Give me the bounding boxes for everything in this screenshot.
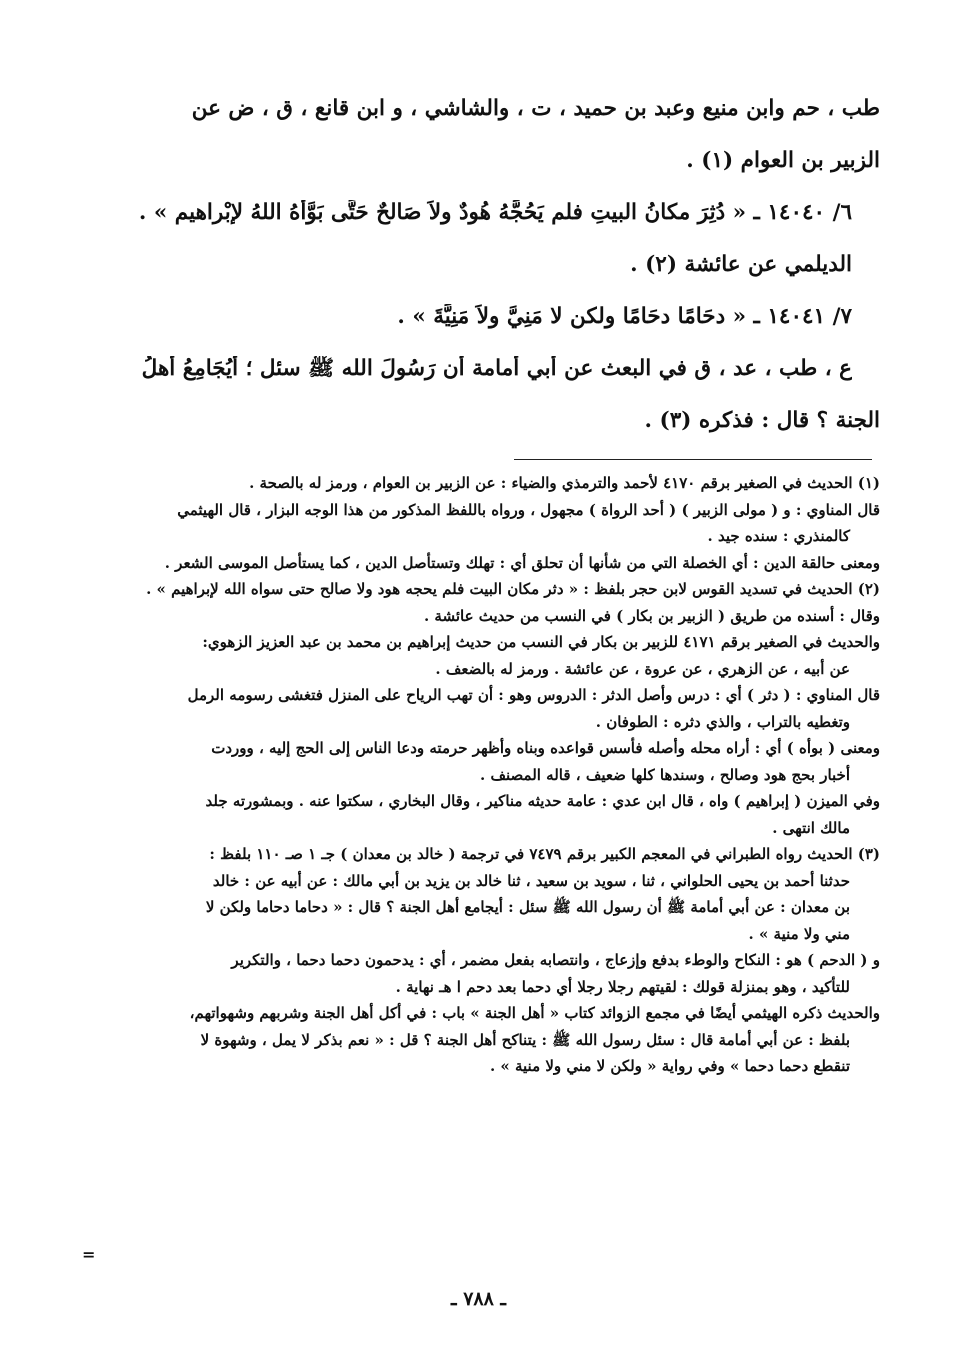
footnotes [78,470,880,1080]
footnote-line: للتأكيد ، وهو بمنزلة قولك : لقيتهم رجلا رجلا أي دحما بعد دحم ا هـ نهاية . [395,977,850,996]
continuation-mark: = [82,1245,96,1264]
footnote-line: مالك انتهى . [772,818,850,837]
footnote-line: حدثنا أحمد بن يحيى الحلواني ، ثنا ، سويد بن سعيد ، ثنا خالد بن يزيد بن أبي مالك : عن أبيه عن : خالد [212,871,850,890]
footnote-line: (٢) الحديث في تسديد القوس لابن حجر بلفظ : « دثر مكان البيت فلم يحجه هود ولا صالح حتى سواه الله لإبراهيم » . [146,580,880,598]
footnote-line: مني ولا منية » . [748,924,850,943]
page-number: ـ ٧٨٨ ـ [451,1288,506,1310]
main-text-line-2: الزبير بن العوام (١) . [686,148,880,173]
footnote-line: و ( الدحم ) هو : النكاح والوطء بدفع وإزعاج ، وانتصابه بفعل مضمر ، أي : يدحمون دحما دحما ، والتكرير [231,951,880,969]
footnote-line: والحديث في الصغير برقم ٤١٧١ للزبير بن بكار في النسب من حديث إبراهيم بن محمد بن عبد العزيز الزهوي: [202,633,880,651]
footnote-line: والحديث ذكره الهيثمي أيضًا في مجمع الزوائد كتاب « أهل الجنة » باب : في أكل أهل الجنة وشربهم وشهواتهم، [189,1004,880,1022]
main-text-line-1: طب ، حم وابن منيع وعبد بن حميد ، ت ، والشاشي ، و ابن قانع ، ق ، ض عن [191,96,880,121]
footnote-line: (١) الحديث في الصغير برقم ٤١٧٠ لأحمد والترمذي والضياء : عن الزبير بن العوام ، ورمز له بالصحة . [249,474,880,492]
footnote-line: (٣) الحديث رواه الطبراني في المعجم الكبير برقم ٧٤٧٩ في ترجمة ( خالد بن معدان ) جـ ١ صـ ١١٠ بلفظ : [209,845,880,863]
hadith-14040-source: الديلمي عن عائشة (٢) . [630,252,852,277]
footnote-line: كالمنذري : سنده جيد . [707,527,850,545]
footnote-separator [514,459,872,460]
footnote-line: وتغطيه بالتراب ، والذي دثره : الطوفان . [595,712,850,731]
footnote-line: أخبار بحج هود وصالح ، وسندها كلها ضعيف ، قاله المصنف . [480,765,850,784]
footnote-line: عن أبيه ، عن الزهري ، عن عروة ، عن عائشة . ورمز له بالضعف . [435,659,850,678]
footnote-line: وفي الميزن ( إبراهيم ) واه ، قال ابن عدي : عامة حديثه مناكير ، وقال البخاري ، سكتوا عنه . وبمشورته جلد [205,792,880,810]
footnote-line: وقال : أسنده من طريق ( الزبير بن بكار ) في النسب من حديث عائشة . [423,606,880,625]
footnote-line: قال المناوي : ( دثر ) أي : درس وأصل الدثر : الدروس وهو : أن تهب الرياح على المنزل فتغشى رسومه الرمل [187,686,880,704]
hadith-14041: ٧/ ١٤٠٤١ ـ « دحَامًا دحَامًا ولكن لا مَنِيَّ ولاَ مَنِيَّةَ » . [397,304,852,329]
footnote-line: تنقطع دحما دحما » وفي رواية « ولكن لا مني ولا منية » . [489,1057,850,1075]
footnote-line: ومعنى ( بوأه ) أي : أراه محله وأصله فأسس قواعده وبناه وأظهر حرمته ودعا الناس إلى الحج إليه ، ووردت [211,739,880,757]
footnote-line: بن معدان : عن أبي أمامة ﷺ أن رسول الله ﷺ سئل : أيجامع أهل الجنة ؟ قال : « دحاما دحاما ولكن لا [205,898,850,916]
footnote-line: قال المناوي : و ( مولى الزبير ) ( أحد الرواة ) مجهول ، ورواه باللفظ المذكور من هذا الوجه البزار ، قال الهيثمي [177,500,880,519]
hadith-14040: ٦/ ١٤٠٤٠ ـ « دُثِرَ مكانُ البيتِ فلم يَحُجَّهُ هُودٌ ولاَ صَالحٌ حَتَّى بَوَّأَهُ اللهُ لإبْراهيم » . [138,200,852,225]
footnote-line: ومعنى حالقة الدين : أي الخصلة التي من شأنها أن تحلق أي : تهلك وتستأصل الدين ، كما يستأصل الموسى الشعر . [164,553,880,572]
hadith-14041-source: ع ، طب ، عد ، ق في البعث عن أبي أُمامة أَن رَسُولَ الله ﷺ سئل ؛ أَيُجَامِعُ أَهلُ [141,356,852,381]
footnote-line: بلفظ : عن أبي أمامة قال : سئل رسول الله ﷺ : يتناكح أهل الجنة ؟ قل : « نعم بذكر لا يمل ، وشهوة لا [200,1030,850,1049]
hadith-14041-source-end: الجنة ؟ قال : فذكره (٣) . [644,408,880,433]
